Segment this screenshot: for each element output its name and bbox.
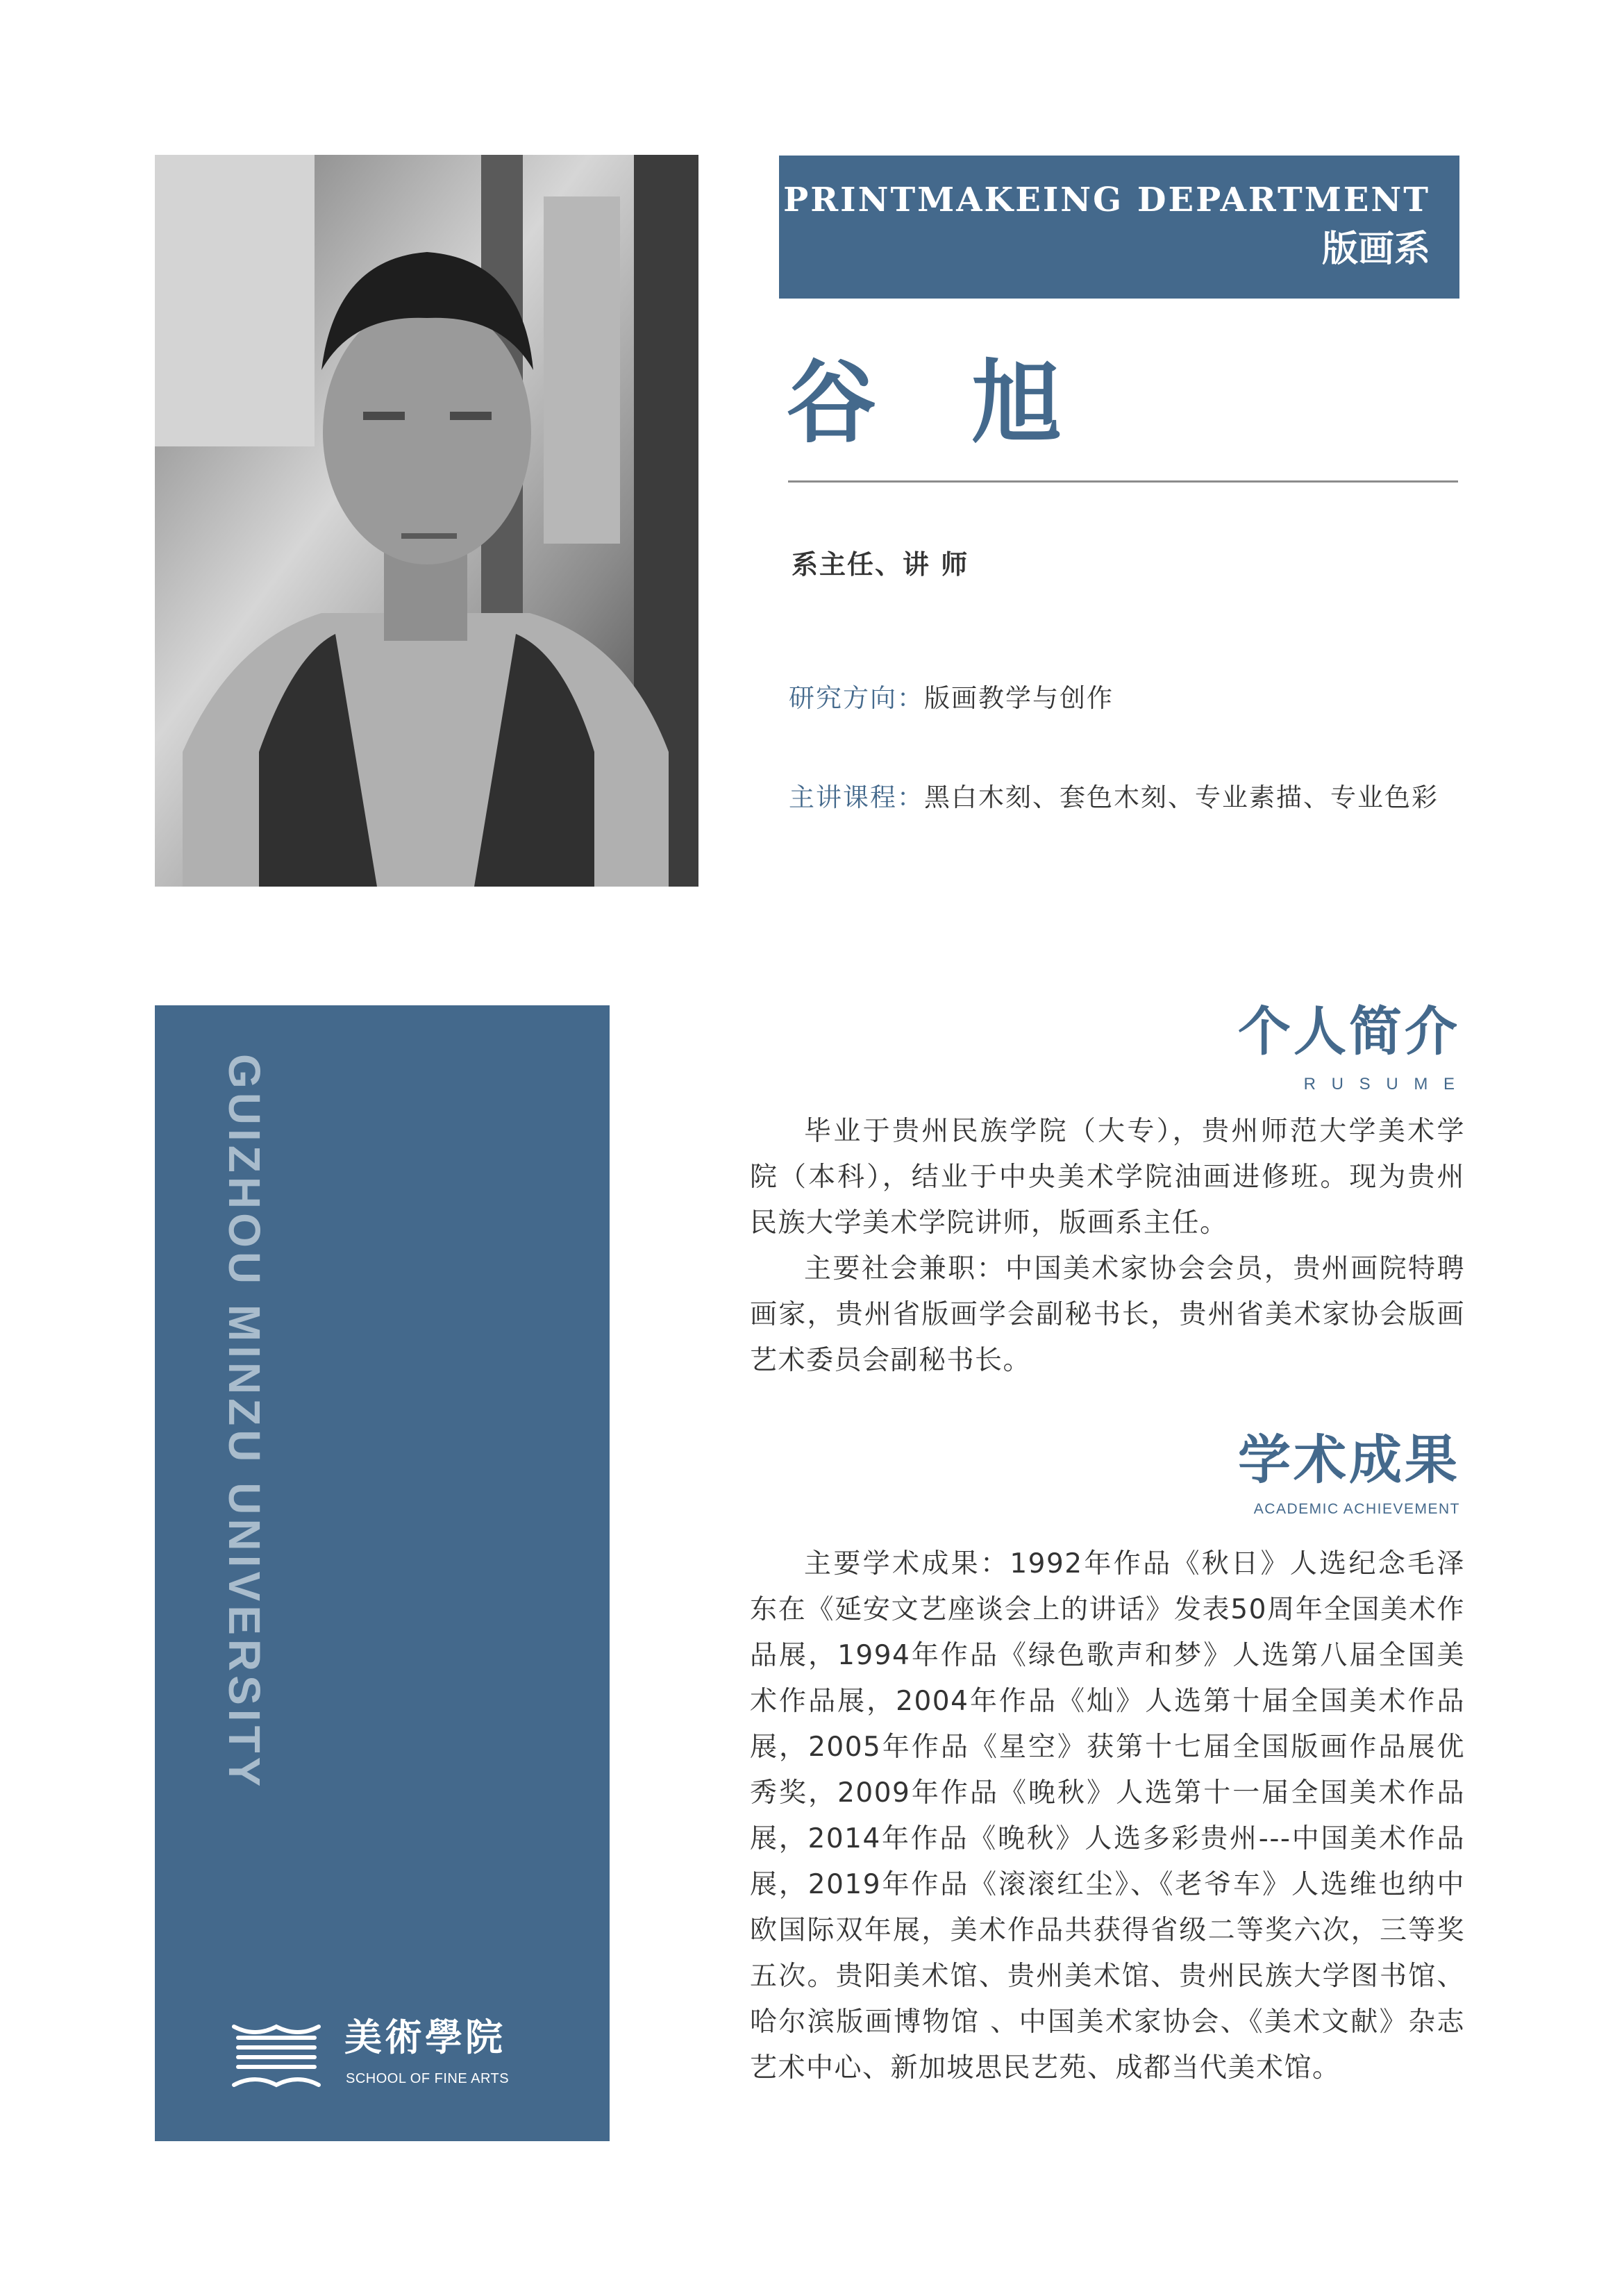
- achievement-paragraph: 主要学术成果：1992年作品《秋日》人选纪念毛泽东在《延安文艺座谈会上的讲话》发表50周年全国美术作品展，1994年作品《绿色歌声和梦》人选第八届全国美术作品展，2004年作品《灿》人选第十届全国美术作品展，2005年作品《星空》获第十七届全国版画作品展优秀奖，2009年作品《晚秋》人选第十一届全国美术作品展，2014年作品《晚秋》人选多彩贵州---中国美术作品展，2019年作品《滚滚红尘》、《老爷车》人选维也纳中欧国际双年展，美术作品共获得省级二等奖六次，三等奖五次。贵阳美术馆、贵州美术馆、贵州民族大学图书馆、哈尔滨版画博物馆 、中国美术家协会、《美术文献》杂志艺术中心、新加坡思民艺苑、成都当代美术馆。: [750, 1548, 1465, 2084]
- resume-paragraph-2: 主要社会兼职：中国美术家协会会员，贵州画院特聘画家，贵州省版画学会副秘书长，贵州省美术家协会版画艺术委员会副秘书长。: [750, 1253, 1465, 1376]
- school-logo-english: SCHOOL OF FINE ARTS: [346, 2071, 510, 2086]
- research-label: 研究方向：: [789, 683, 924, 713]
- school-logo-chinese: 美術學院: [344, 2015, 505, 2059]
- department-header: [779, 156, 1459, 299]
- department-english: PRINTMAKEING DEPARTMENT: [783, 181, 1430, 219]
- waves-logo-icon: [231, 2022, 321, 2089]
- department-chinese: 版画系: [1321, 227, 1430, 270]
- achievement-body: [750, 1541, 1465, 2091]
- school-logo: [231, 2017, 523, 2100]
- university-vertical-text: [219, 1054, 269, 1818]
- university-name: GUIZHOU MINZU UNIVERSITY: [219, 1054, 269, 1791]
- resume-subtitle: R U S U M E: [1303, 1075, 1460, 1093]
- main-courses: [789, 776, 1439, 814]
- achievement-title: 学术成果: [1238, 1429, 1460, 1491]
- achievement-subtitle: ACADEMIC ACHIEVEMENT: [1253, 1501, 1460, 1517]
- resume-paragraph-1: 毕业于贵州民族学院（大专），贵州师范大学美术学院（本科），结业于中央美术学院油画进修班。现为贵州民族大学美术学院讲师，版画系主任。: [750, 1116, 1465, 1239]
- research-value: 版画教学与创作: [924, 683, 1114, 713]
- person-name: 谷 旭: [786, 349, 1094, 455]
- portrait-photo: [155, 155, 698, 887]
- resume-body: [750, 1109, 1465, 1384]
- courses-label: 主讲课程：: [789, 782, 924, 812]
- resume-title: 个人简介: [1238, 1000, 1460, 1062]
- courses-value: 黑白木刻、套色木刻、专业素描、专业色彩: [924, 782, 1439, 812]
- person-position: 系主任、讲 师: [792, 548, 969, 580]
- name-divider: [788, 480, 1458, 483]
- research-direction: [789, 677, 1114, 714]
